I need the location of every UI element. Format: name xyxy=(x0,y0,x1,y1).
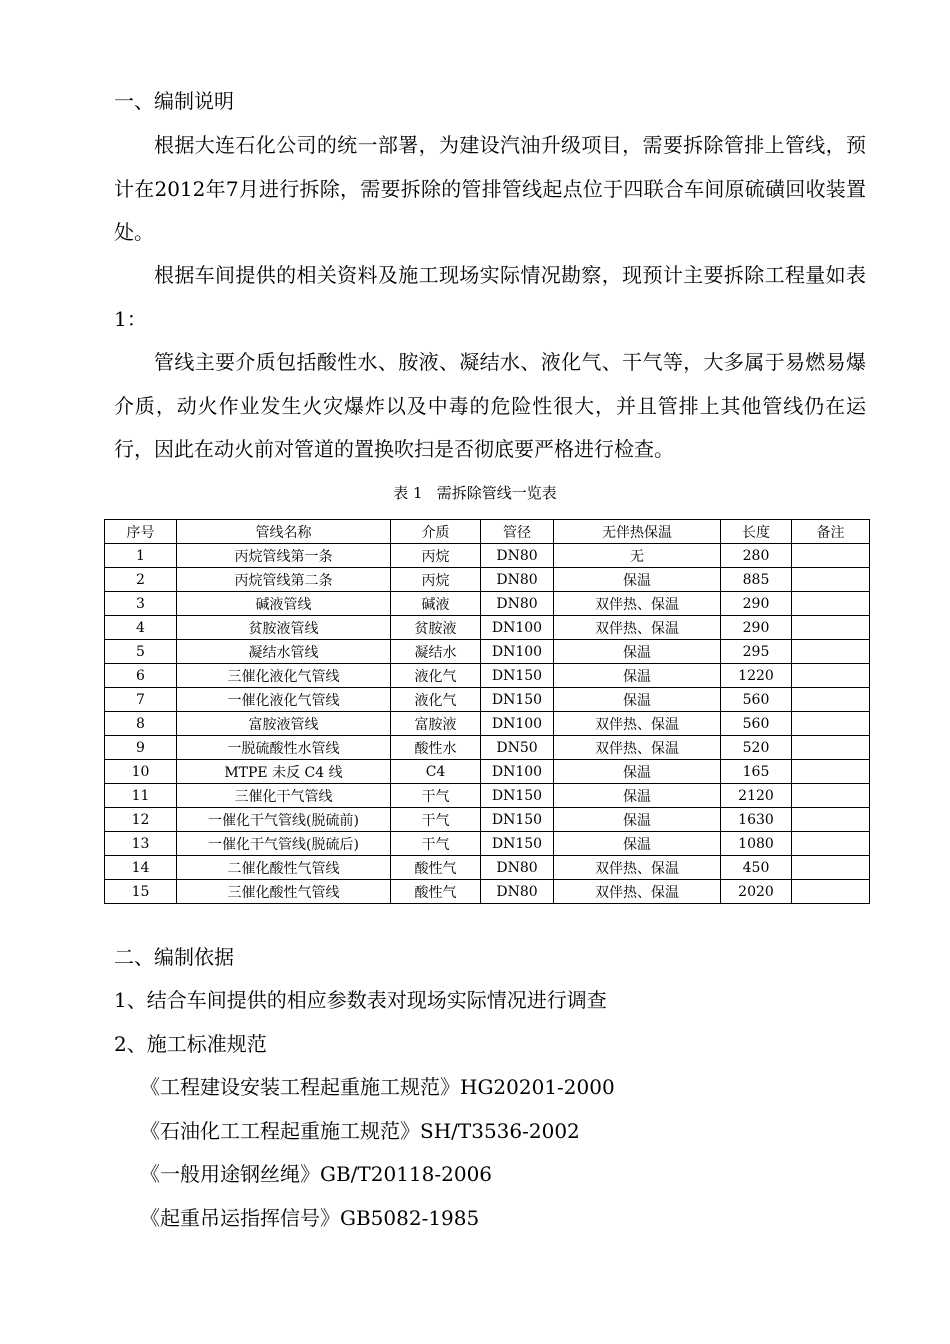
cell-index: 7 xyxy=(105,688,177,712)
cell-length: 165 xyxy=(721,760,792,784)
cell-pipeline-name: 三催化干气管线 xyxy=(177,784,391,808)
cell-medium: 碱液 xyxy=(391,592,481,616)
header-remarks: 备注 xyxy=(792,520,870,544)
standard-item: 《石油化工工程起重施工规范》SH/T3536-2002 xyxy=(140,1119,580,1143)
cell-remarks xyxy=(792,736,870,760)
cell-remarks xyxy=(792,760,870,784)
table-row xyxy=(105,832,870,856)
table-row xyxy=(105,880,870,904)
header-pipeline-name: 管线名称 xyxy=(177,520,391,544)
cell-index: 6 xyxy=(105,664,177,688)
cell-diameter: DN100 xyxy=(481,640,554,664)
cell-diameter: DN150 xyxy=(481,664,554,688)
cell-length: 2020 xyxy=(721,880,792,904)
cell-remarks xyxy=(792,664,870,688)
section1-paragraph-1: 根据大连石化公司的统一部署，为建设汽油升级项目，需要拆除管排上管线，预计在2012年7月进行拆除，需要拆除的管排管线起点位于四联合车间原硫磺回收装置处。 xyxy=(114,133,866,245)
cell-pipeline-name: 三催化酸性气管线 xyxy=(177,880,391,904)
cell-length: 2120 xyxy=(721,784,792,808)
cell-diameter: DN100 xyxy=(481,760,554,784)
cell-diameter: DN80 xyxy=(481,544,554,568)
cell-length: 280 xyxy=(721,544,792,568)
cell-insulation: 保温 xyxy=(554,760,721,784)
cell-medium: 贫胺液 xyxy=(391,616,481,640)
cell-diameter: DN150 xyxy=(481,832,554,856)
cell-diameter: DN80 xyxy=(481,856,554,880)
table-row xyxy=(105,856,870,880)
cell-insulation: 无 xyxy=(554,544,721,568)
cell-index: 11 xyxy=(105,784,177,808)
cell-length: 885 xyxy=(721,568,792,592)
cell-pipeline-name: 一催化液化气管线 xyxy=(177,688,391,712)
standard-item: 《起重吊运指挥信号》GB5082-1985 xyxy=(140,1206,480,1230)
cell-remarks xyxy=(792,616,870,640)
cell-insulation: 保温 xyxy=(554,784,721,808)
cell-medium: 酸性水 xyxy=(391,736,481,760)
cell-medium: C4 xyxy=(391,760,481,784)
cell-insulation: 双伴热、保温 xyxy=(554,856,721,880)
cell-insulation: 双伴热、保温 xyxy=(554,880,721,904)
cell-pipeline-name: 一催化干气管线(脱硫前) xyxy=(177,808,391,832)
cell-pipeline-name: 丙烷管线第二条 xyxy=(177,568,391,592)
cell-remarks xyxy=(792,856,870,880)
cell-remarks xyxy=(792,568,870,592)
header-medium: 介质 xyxy=(391,520,481,544)
cell-medium: 丙烷 xyxy=(391,568,481,592)
pipeline-table xyxy=(104,519,870,904)
cell-pipeline-name: 三催化液化气管线 xyxy=(177,664,391,688)
cell-diameter: DN150 xyxy=(481,688,554,712)
cell-medium: 丙烷 xyxy=(391,544,481,568)
cell-diameter: DN100 xyxy=(481,616,554,640)
cell-insulation: 双伴热、保温 xyxy=(554,592,721,616)
table-row xyxy=(105,640,870,664)
cell-length: 1080 xyxy=(721,832,792,856)
cell-length: 1220 xyxy=(721,664,792,688)
cell-medium: 富胺液 xyxy=(391,712,481,736)
cell-length: 560 xyxy=(721,688,792,712)
cell-length: 290 xyxy=(721,592,792,616)
cell-remarks xyxy=(792,592,870,616)
standard-item: 《工程建设安装工程起重施工规范》HG20201-2000 xyxy=(140,1075,615,1099)
cell-medium: 干气 xyxy=(391,832,481,856)
section1-paragraph-2: 根据车间提供的相关资料及施工现场实际情况勘察，现预计主要拆除工程量如表1： xyxy=(114,263,866,331)
cell-length: 290 xyxy=(721,616,792,640)
table-row xyxy=(105,736,870,760)
section2-title: 二、编制依据 xyxy=(114,945,234,969)
cell-insulation: 双伴热、保温 xyxy=(554,736,721,760)
cell-diameter: DN150 xyxy=(481,808,554,832)
cell-pipeline-name: 凝结水管线 xyxy=(177,640,391,664)
cell-index: 2 xyxy=(105,568,177,592)
cell-medium: 干气 xyxy=(391,784,481,808)
cell-medium: 凝结水 xyxy=(391,640,481,664)
cell-pipeline-name: 一催化干气管线(脱硫后) xyxy=(177,832,391,856)
table-row xyxy=(105,664,870,688)
cell-pipeline-name: MTPE 未反 C4 线 xyxy=(177,760,391,784)
header-insulation: 无伴热保温 xyxy=(554,520,721,544)
cell-length: 450 xyxy=(721,856,792,880)
cell-remarks xyxy=(792,784,870,808)
cell-remarks xyxy=(792,712,870,736)
header-index: 序号 xyxy=(105,520,177,544)
section1-paragraph-3: 管线主要介质包括酸性水、胺液、凝结水、液化气、干气等，大多属于易燃易爆介质，动火作业发生火灾爆炸以及中毒的危险性很大，并且管排上其他管线仍在运行，因此在动火前对管道的置换吹扫是否彻底要严格进行检查。 xyxy=(114,350,866,462)
cell-diameter: DN150 xyxy=(481,784,554,808)
cell-remarks xyxy=(792,880,870,904)
table-row xyxy=(105,784,870,808)
cell-index: 10 xyxy=(105,760,177,784)
cell-index: 3 xyxy=(105,592,177,616)
table-row xyxy=(105,592,870,616)
cell-length: 560 xyxy=(721,712,792,736)
table-row xyxy=(105,616,870,640)
cell-insulation: 双伴热、保温 xyxy=(554,712,721,736)
table-header-row xyxy=(105,520,870,544)
cell-pipeline-name: 丙烷管线第一条 xyxy=(177,544,391,568)
cell-length: 1630 xyxy=(721,808,792,832)
cell-insulation: 保温 xyxy=(554,808,721,832)
table-row xyxy=(105,760,870,784)
cell-diameter: DN50 xyxy=(481,736,554,760)
cell-pipeline-name: 二催化酸性气管线 xyxy=(177,856,391,880)
cell-pipeline-name: 碱液管线 xyxy=(177,592,391,616)
cell-diameter: DN80 xyxy=(481,880,554,904)
table-row xyxy=(105,688,870,712)
cell-index: 4 xyxy=(105,616,177,640)
cell-diameter: DN80 xyxy=(481,568,554,592)
basis-item-1: 1、结合车间提供的相应参数表对现场实际情况进行调查 xyxy=(114,988,607,1012)
cell-insulation: 保温 xyxy=(554,568,721,592)
cell-medium: 液化气 xyxy=(391,664,481,688)
cell-insulation: 保温 xyxy=(554,664,721,688)
header-length: 长度 xyxy=(721,520,792,544)
cell-medium: 酸性气 xyxy=(391,880,481,904)
cell-pipeline-name: 富胺液管线 xyxy=(177,712,391,736)
table-row xyxy=(105,712,870,736)
cell-diameter: DN80 xyxy=(481,592,554,616)
cell-medium: 液化气 xyxy=(391,688,481,712)
cell-remarks xyxy=(792,688,870,712)
cell-insulation: 保温 xyxy=(554,640,721,664)
table-body xyxy=(105,544,870,904)
table-row xyxy=(105,568,870,592)
cell-insulation: 双伴热、保温 xyxy=(554,616,721,640)
cell-insulation: 保温 xyxy=(554,832,721,856)
header-diameter: 管径 xyxy=(481,520,554,544)
cell-pipeline-name: 一脱硫酸性水管线 xyxy=(177,736,391,760)
table-row xyxy=(105,544,870,568)
cell-pipeline-name: 贫胺液管线 xyxy=(177,616,391,640)
cell-insulation: 保温 xyxy=(554,688,721,712)
cell-index: 13 xyxy=(105,832,177,856)
cell-index: 8 xyxy=(105,712,177,736)
cell-diameter: DN100 xyxy=(481,712,554,736)
cell-length: 295 xyxy=(721,640,792,664)
cell-remarks xyxy=(792,808,870,832)
cell-index: 1 xyxy=(105,544,177,568)
cell-index: 15 xyxy=(105,880,177,904)
cell-index: 5 xyxy=(105,640,177,664)
section1-title: 一、编制说明 xyxy=(114,89,234,113)
table-caption: 表 1 需拆除管线一览表 xyxy=(393,484,557,502)
cell-remarks xyxy=(792,640,870,664)
cell-index: 9 xyxy=(105,736,177,760)
cell-remarks xyxy=(792,832,870,856)
table-row xyxy=(105,808,870,832)
cell-medium: 酸性气 xyxy=(391,856,481,880)
cell-index: 14 xyxy=(105,856,177,880)
cell-remarks xyxy=(792,544,870,568)
standard-item: 《一般用途钢丝绳》GB/T20118-2006 xyxy=(140,1162,493,1186)
cell-medium: 干气 xyxy=(391,808,481,832)
cell-length: 520 xyxy=(721,736,792,760)
basis-item-2: 2、施工标准规范 xyxy=(114,1032,267,1056)
cell-index: 12 xyxy=(105,808,177,832)
